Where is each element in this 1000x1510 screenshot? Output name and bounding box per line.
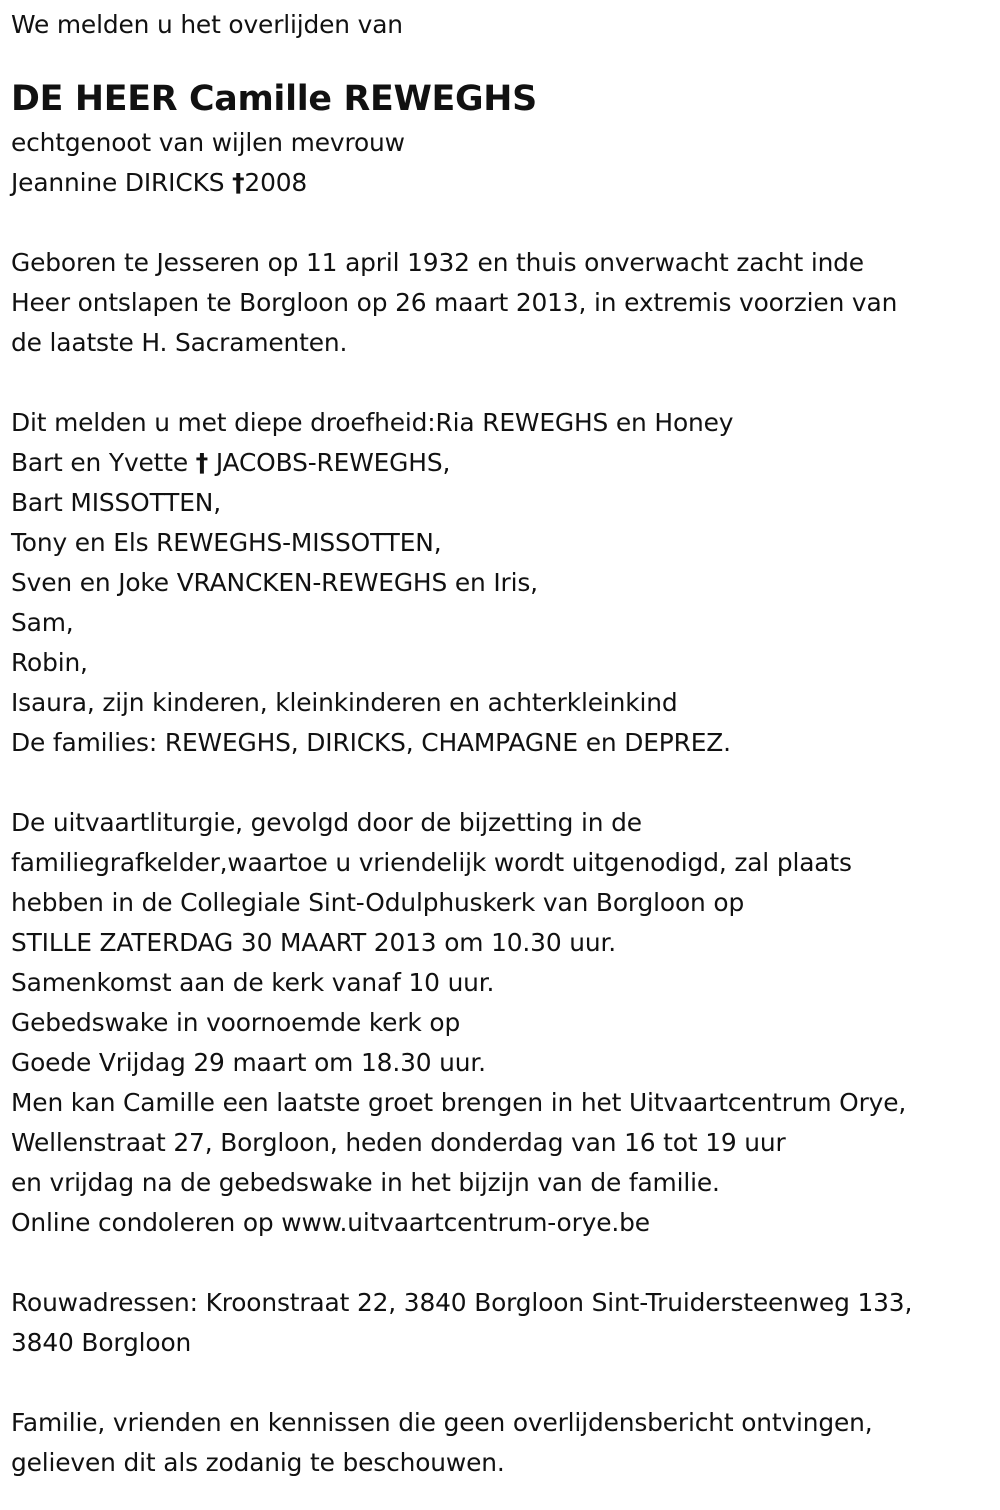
funeral-line: De uitvaartliturgie, gevolgd door de bijzetting in de	[11, 808, 642, 837]
family-line: Dit melden u met diepe droefheid:Ria REWEGHS en Honey	[11, 408, 734, 437]
family-line	[11, 443, 996, 483]
spacer	[11, 363, 996, 403]
spouse-name: Jeannine DIRICKS	[11, 168, 225, 197]
family-line: Isaura, zijn kinderen, kleinkinderen en achterkleinkind	[11, 688, 678, 717]
spacer	[11, 203, 996, 243]
family-names: Bart en Yvette	[11, 448, 188, 477]
closing-line: gelieven dit als zodanig te beschouwen.	[11, 1448, 505, 1477]
funeral-line: familiegrafkelder,waartoe u vriendelijk wordt uitgenodigd, zal plaats	[11, 848, 852, 877]
address-line: 3840 Borgloon	[11, 1328, 192, 1357]
funeral-line: Online condoleren op www.uitvaartcentrum-orye.be	[11, 1208, 650, 1237]
spouse-line: echtgenoot van wijlen mevrouw	[11, 128, 405, 157]
obituary-notice	[11, 5, 996, 1483]
family-line: Sam,	[11, 608, 74, 637]
funeral-line: STILLE ZATERDAG 30 MAART 2013 om 10.30 uur.	[11, 928, 617, 957]
spacer	[11, 763, 996, 803]
family-line: Bart MISSOTTEN,	[11, 488, 221, 517]
spouse-name-line	[11, 163, 996, 203]
funeral-line: Samenkomst aan de kerk vanaf 10 uur.	[11, 968, 495, 997]
spacer	[11, 1243, 996, 1283]
birth-death-line: Heer ontslapen te Borgloon op 26 maart 2013, in extremis voorzien van	[11, 288, 898, 317]
address-line: Rouwadressen: Kroonstraat 22, 3840 Borgloon Sint-Truidersteenweg 133,	[11, 1288, 913, 1317]
family-line: Sven en Joke VRANCKEN-REWEGHS en Iris,	[11, 568, 538, 597]
funeral-line: Goede Vrijdag 29 maart om 18.30 uur.	[11, 1048, 486, 1077]
intro-line: We melden u het overlijden van	[11, 10, 403, 39]
closing-line: Familie, vrienden en kennissen die geen overlijdensbericht ontvingen,	[11, 1408, 873, 1437]
birth-death-line: Geboren te Jesseren op 11 april 1932 en thuis onverwacht zacht inde	[11, 248, 864, 277]
birth-death-line: de laatste H. Sacramenten.	[11, 328, 348, 357]
deceased-name: DE HEER Camille REWEGHS	[11, 79, 537, 119]
family-line: Robin,	[11, 648, 88, 677]
family-line: De families: REWEGHS, DIRICKS, CHAMPAGNE en DEPREZ.	[11, 728, 731, 757]
family-surname: JACOBS-REWEGHS,	[215, 448, 451, 477]
funeral-line: en vrijdag na de gebedswake in het bijzijn van de familie.	[11, 1168, 720, 1197]
family-line: Tony en Els REWEGHS-MISSOTTEN,	[11, 528, 442, 557]
funeral-line: Wellenstraat 27, Borgloon, heden donderdag van 16 tot 19 uur	[11, 1128, 786, 1157]
cross-icon: †	[232, 168, 245, 197]
funeral-line: Gebedswake in voornoemde kerk op	[11, 1008, 461, 1037]
spacer	[11, 1363, 996, 1403]
funeral-line: Men kan Camille een laatste groet brengen in het Uitvaartcentrum Orye,	[11, 1088, 907, 1117]
cross-icon: †	[195, 448, 209, 477]
spouse-death-year: 2008	[244, 168, 308, 197]
funeral-line: hebben in de Collegiale Sint-Odulphuskerk van Borgloon op	[11, 888, 745, 917]
